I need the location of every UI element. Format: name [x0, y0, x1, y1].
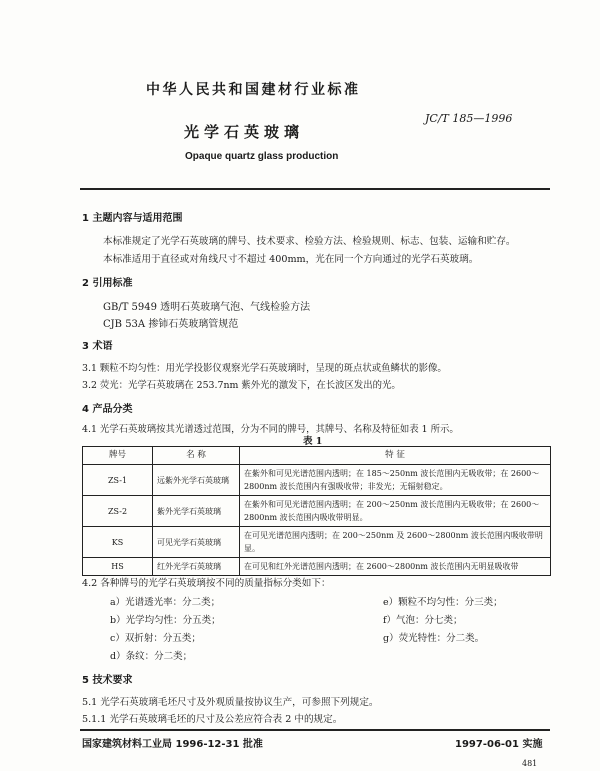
- grade-list-right-item: f）气泡：分七类；: [383, 615, 463, 626]
- section-1-para-2: 本标准适用于直径或对角线尺寸不超过 400mm，光在同一个方向通过的光学石英玻璃。: [103, 254, 479, 265]
- issuing-body: 中华人民共和国建材行业标准: [146, 82, 361, 98]
- cell-code: HS: [83, 558, 153, 576]
- grade-list-left-item: d）条纹：分二类；: [110, 651, 193, 662]
- table-header-name: 名 称: [153, 447, 240, 465]
- table-row: [83, 496, 551, 527]
- table-1-title: 表 1: [303, 436, 323, 447]
- cell-code: ZS-2: [83, 496, 153, 527]
- table-row: [83, 558, 551, 576]
- clause-5-1: 5.1 光学石英玻璃毛坯尺寸及外观质量按协议生产，可参照下列规定。: [82, 697, 379, 708]
- term-3-2: 3.2 荧光：光学石英玻璃在 253.7nm 紫外光的激发下，在长波区发出的光。: [82, 380, 401, 391]
- implementation-date: 1997-06-01 实施: [455, 739, 543, 750]
- table-row: [83, 527, 551, 558]
- document-title-english: Opaque quartz glass production: [185, 151, 339, 162]
- document-title: 光学石英玻璃: [184, 123, 305, 141]
- grade-list-left-item: c）双折射：分五类；: [110, 633, 201, 644]
- classification-table: [82, 446, 551, 576]
- grade-list-left-item: b）光学均匀性：分五类；: [110, 615, 221, 626]
- clause-4-2: 4.2 各种牌号的光学石英玻璃按不同的质量指标分类如下：: [82, 578, 331, 589]
- standard-number: JC/T 185—1996: [425, 112, 513, 125]
- reference-2: CJB 53A 掺铈石英玻璃管规范: [103, 319, 239, 330]
- cell-code: ZS-1: [83, 465, 153, 496]
- table-header-code: 牌号: [83, 447, 153, 465]
- cell-name: 紫外光学石英玻璃: [153, 496, 240, 527]
- reference-1: GB/T 5949 透明石英玻璃气泡、气线检验方法: [103, 302, 311, 313]
- section-5-heading: 5 技术要求: [82, 675, 133, 686]
- table-row: [83, 465, 551, 496]
- table-header-feature: 特 征: [240, 447, 551, 465]
- cell-code: KS: [83, 527, 153, 558]
- cell-feature: 在可见和红外光谱范围内透明；在 2600～2800nm 波长范围内无明显吸收带: [240, 558, 551, 576]
- section-1-para-1: 本标准规定了光学石英玻璃的牌号、技术要求、检验方法、检验规则、标志、包装、运输和贮存。: [103, 236, 516, 247]
- cell-name: 红外光学石英玻璃: [153, 558, 240, 576]
- grade-list-right-item: g）荧光特性：分二类。: [383, 633, 485, 644]
- clause-4-1: 4.1 光学石英玻璃按其光谱透过范围，分为不同的牌号，其牌号、名称及特征如表 1 所示。: [82, 424, 459, 435]
- header-rule: [80, 188, 550, 190]
- cell-feature: 在紫外和可见光谱范围内透明；在 200～250nm 波长范围内无吸收带；在 2600～2800nm 波长范围内吸收带明显。: [240, 496, 551, 527]
- cell-name: 远紫外光学石英玻璃: [153, 465, 240, 496]
- cell-feature: 在可见光谱范围内透明；在 200～250nm 及 2600～2800nm 波长范围内吸收带明显。: [240, 527, 551, 558]
- term-3-1: 3.1 颗粒不均匀性：用光学投影仪观察光学石英玻璃时，呈现的斑点状或鱼鳞状的影像。: [82, 363, 447, 374]
- grade-list-right-item: e）颗粒不均匀性：分三类；: [383, 597, 503, 608]
- approval-line: 国家建筑材料工业局 1996-12-31 批准: [82, 739, 263, 750]
- clause-5-1-1: 5.1.1 光学石英玻璃毛坯的尺寸及公差应符合表 2 中的规定。: [82, 714, 343, 725]
- footer-rule: [80, 729, 550, 731]
- section-4-heading: 4 产品分类: [82, 404, 133, 415]
- page-number: 481: [522, 759, 538, 768]
- section-2-heading: 2 引用标准: [82, 278, 133, 289]
- cell-name: 可见光学石英玻璃: [153, 527, 240, 558]
- cell-feature: 在紫外和可见光谱范围内透明；在 185～250nm 波长范围内无吸收带；在 2600～2800nm 波长范围内有强吸收带；非发光；无辐射稳定。: [240, 465, 551, 496]
- section-1-heading: 1 主题内容与适用范围: [82, 213, 183, 224]
- section-3-heading: 3 术语: [82, 341, 113, 352]
- table-header-row: [83, 447, 551, 465]
- grade-list-left-item: a）光谱透光率：分二类；: [110, 597, 221, 608]
